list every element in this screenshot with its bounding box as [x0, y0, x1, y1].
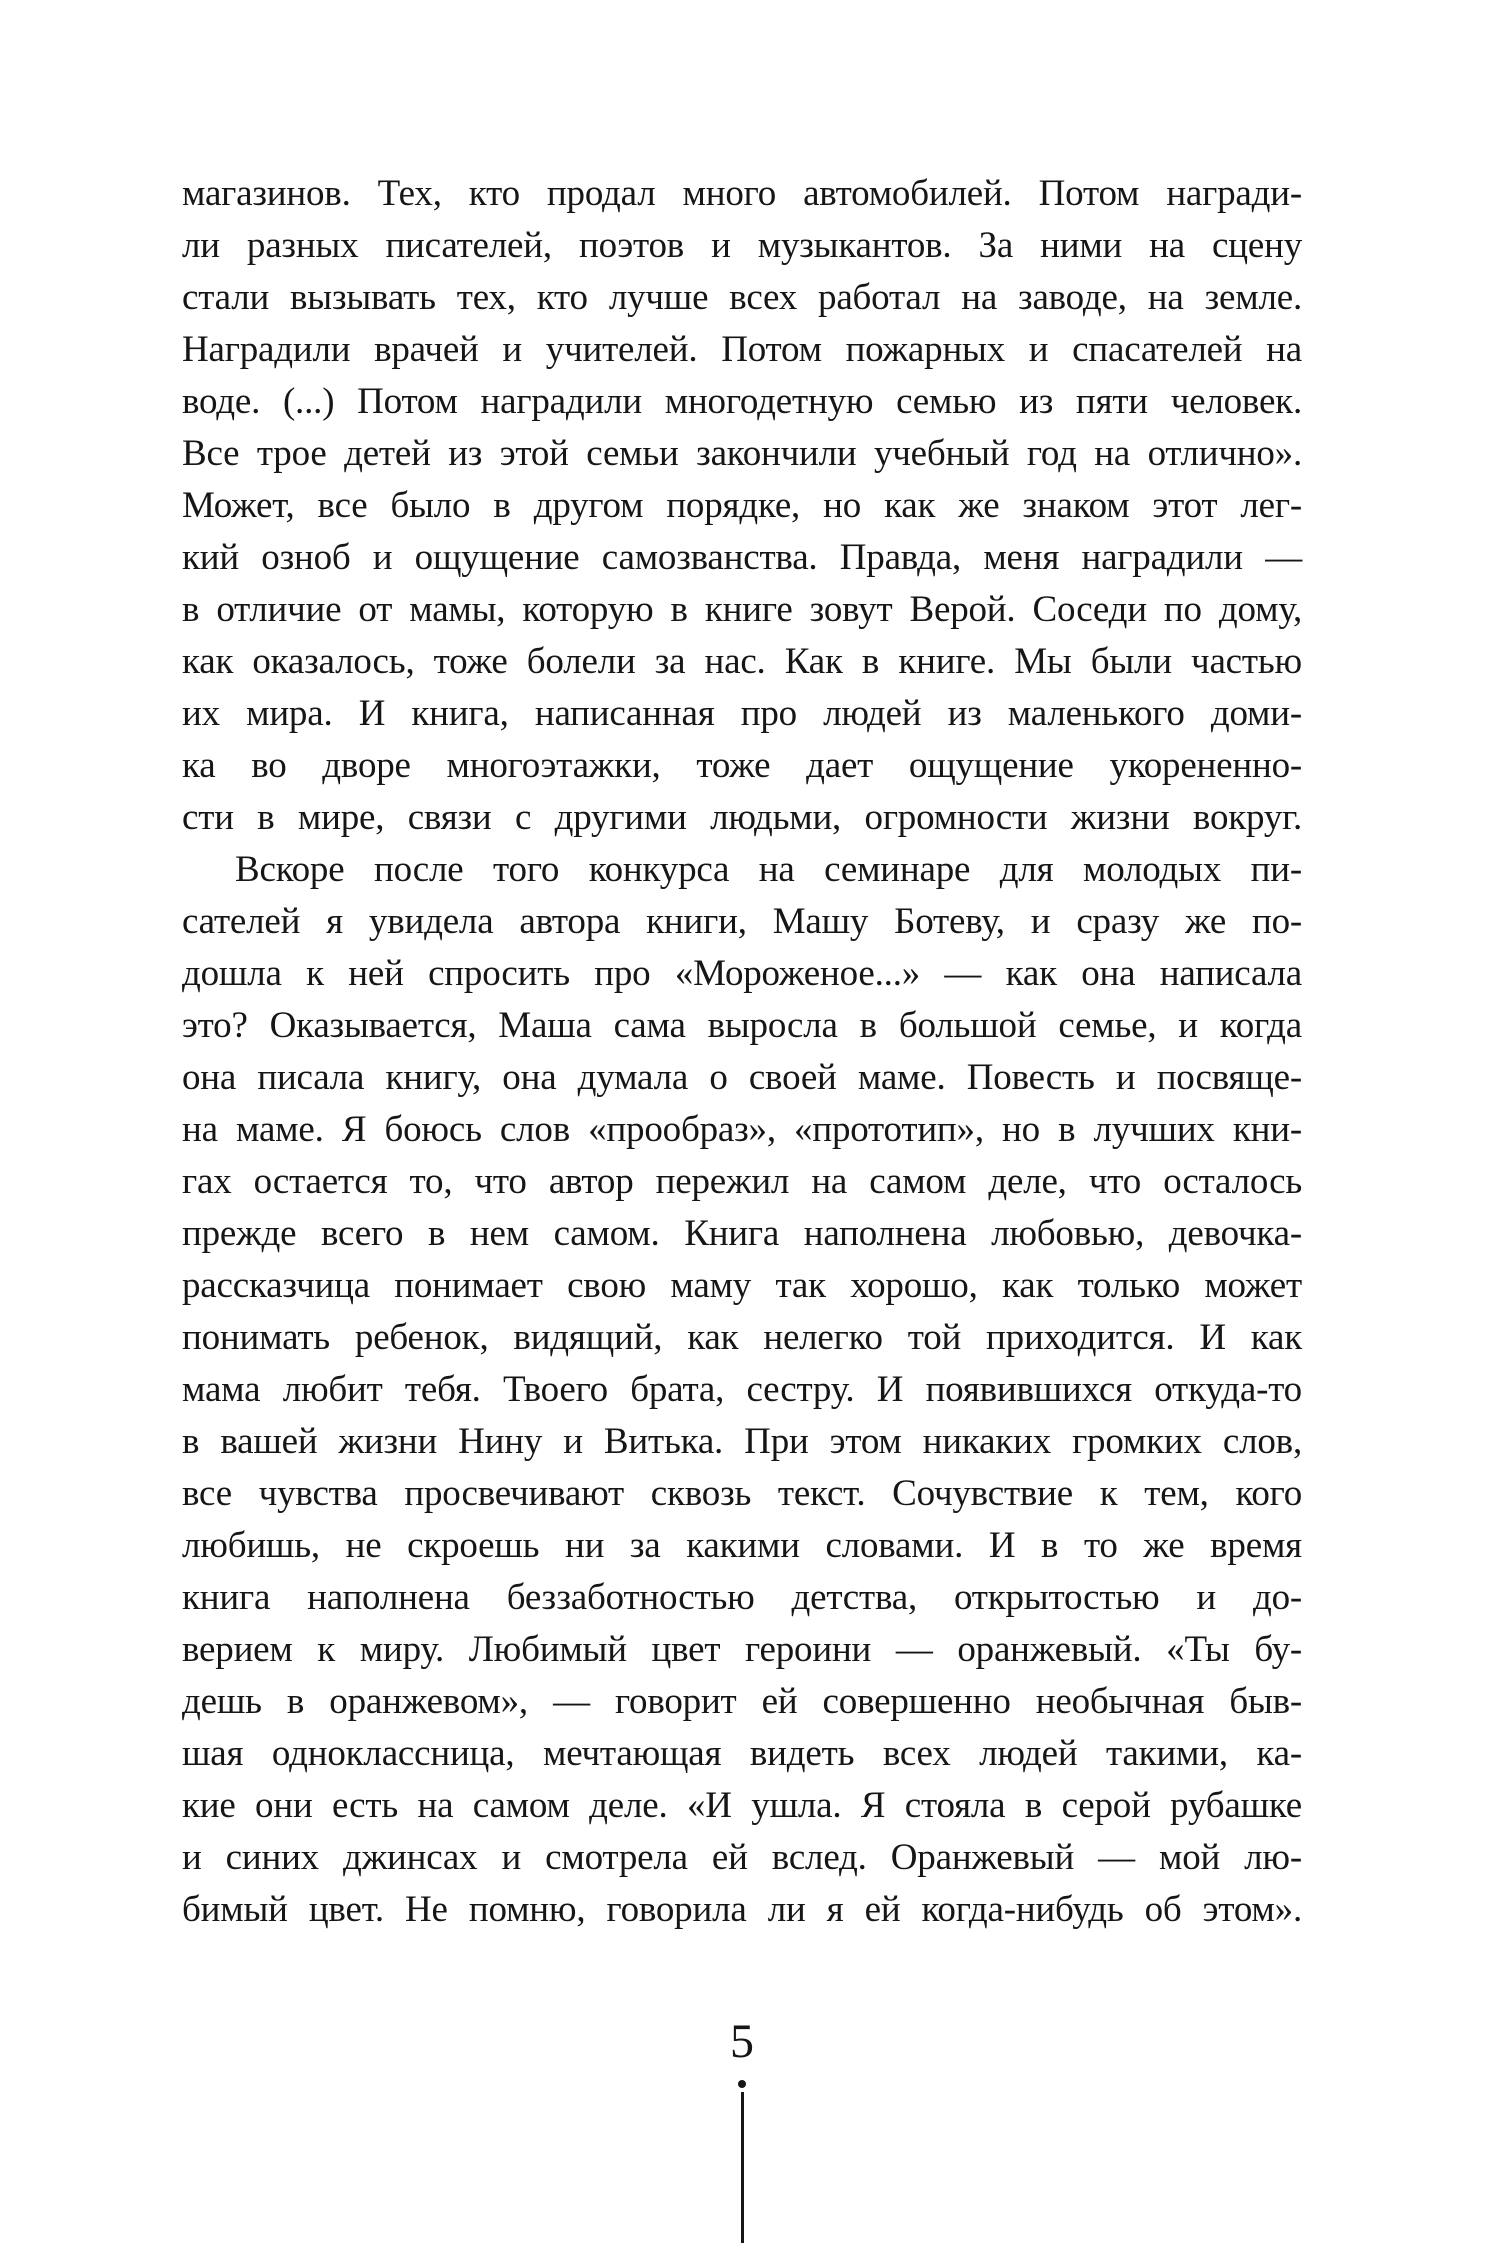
text-line: кий озноб и ощущение самозванства. Правда, меня наградили —	[182, 537, 1302, 578]
text-line-paragraph-start: Вскоре после того конкурса на семинаре для молодых пи-	[235, 849, 1302, 890]
text-line: верием к миру. Любимый цвет героини — оранжевый. «Ты бу-	[182, 1629, 1302, 1670]
text-line: магазинов. Тех, кто продал много автомобилей. Потом награди-	[182, 173, 1302, 214]
text-line: все чувства просвечивают сквозь текст. Сочувствие к тем, кого	[182, 1473, 1302, 1514]
text-line: кие они есть на самом деле. «И ушла. Я стояла в серой рубашке	[182, 1785, 1302, 1826]
text-line: это? Оказывается, Маша сама выросла в большой семье, и когда	[182, 1005, 1302, 1046]
text-line: рассказчица понимает свою маму так хорошо, как только может	[182, 1265, 1302, 1306]
text-line: Наградили врачей и учителей. Потом пожарных и спасателей на	[182, 329, 1302, 370]
text-line: любишь, не скроешь ни за какими словами. И в то же время	[182, 1525, 1302, 1566]
text-line: прежде всего в нем самом. Книга наполнена любовью, девочка-	[182, 1213, 1302, 1254]
body-text	[182, 168, 1302, 1936]
text-line: Может, все было в другом порядке, но как же знаком этот лег-	[182, 485, 1302, 526]
text-line: книга наполнена беззаботностью детства, открытостью и до-	[182, 1577, 1302, 1618]
text-line: ка во дворе многоэтажки, тоже дает ощущение укорененно-	[182, 745, 1302, 786]
text-line: сти в мире, связи с другими людьми, огромности жизни вокруг.	[182, 797, 1302, 838]
footer-ornament-dot-icon	[738, 2080, 746, 2088]
text-line: она писала книгу, она думала о своей маме. Повесть и посвяще-	[182, 1057, 1302, 1098]
page-number: 5	[730, 2015, 754, 2068]
text-line: в отличие от мамы, которую в книге зовут Верой. Соседи по дому,	[182, 589, 1302, 630]
text-line: как оказалось, тоже болели за нас. Как в книге. Мы были частью	[182, 641, 1302, 682]
text-line: бимый цвет. Не помню, говорила ли я ей когда-нибудь об этом».	[182, 1889, 1302, 1930]
text-line: гах остается то, что автор пережил на самом деле, что осталось	[182, 1161, 1302, 1202]
text-line: мама любит тебя. Твоего брата, сестру. И появившихся откуда-то	[182, 1369, 1302, 1410]
text-line: Все трое детей из этой семьи закончили учебный год на отлично».	[182, 433, 1302, 474]
text-line: и синих джинсах и смотрела ей вслед. Оранжевый — мой лю-	[182, 1837, 1302, 1878]
text-line: стали вызывать тех, кто лучше всех работал на заводе, на земле.	[182, 277, 1302, 318]
text-line: ли разных писателей, поэтов и музыкантов. За ними на сцену	[182, 225, 1302, 266]
text-line: дешь в оранжевом», — говорит ей совершенно необычная быв-	[182, 1681, 1302, 1722]
text-line: понимать ребенок, видящий, как нелегко той приходится. И как	[182, 1317, 1302, 1358]
text-line: сателей я увидела автора книги, Машу Ботеву, и сразу же по-	[182, 901, 1302, 942]
text-line: в вашей жизни Нину и Витька. При этом никаких громких слов,	[182, 1421, 1302, 1462]
text-line: дошла к ней спросить про «Мороженое...» — как она написала	[182, 953, 1302, 994]
text-line: воде. (...) Потом наградили многодетную семью из пяти человек.	[182, 381, 1302, 422]
text-line: шая одноклассница, мечтающая видеть всех людей такими, ка-	[182, 1733, 1302, 1774]
text-line: их мира. И книга, написанная про людей из маленького доми-	[182, 693, 1302, 734]
footer-ornament-vertical-rule	[741, 2092, 744, 2243]
page-footer	[182, 2014, 1302, 2088]
text-line: на маме. Я боюсь слов «прообраз», «прототип», но в лучших кни-	[182, 1109, 1302, 1150]
